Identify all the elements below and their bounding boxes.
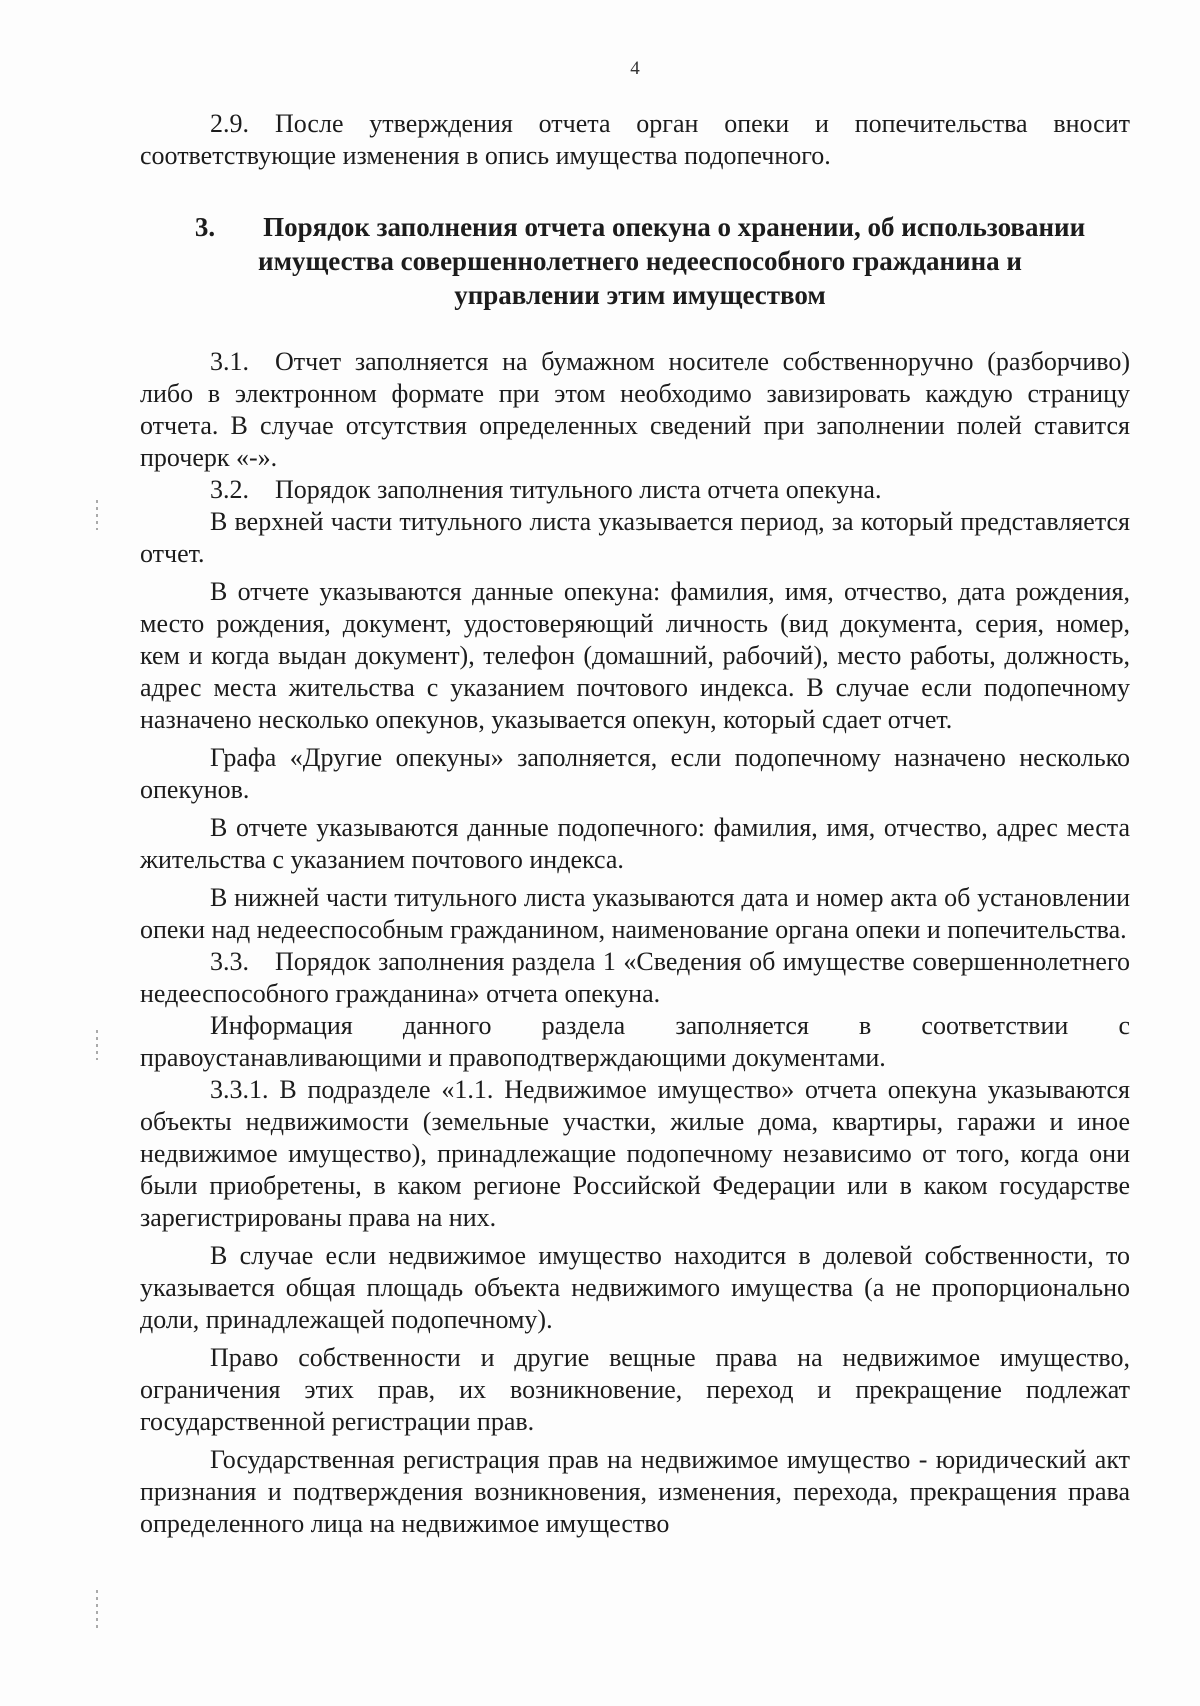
- page-number: 4: [630, 58, 640, 79]
- scan-margin-mark: [96, 500, 98, 530]
- paragraph-2-9: 2.9. После утверждения отчета орган опеки и попечительства вносит соответствующие изменения в опись имущества подопечного.: [140, 109, 1130, 170]
- paragraph-state-registration: Государственная регистрация прав на недвижимое имущество - юридический акт признания и подтверждения возникновения, изменения, перехода, прекращения права определенного лица на недвижимое имущество: [140, 1445, 1130, 1538]
- document-body: [140, 108, 1130, 1540]
- scan-margin-mark: [96, 1590, 98, 1630]
- paragraph-section-info: Информация данного раздела заполняется в соответствии с правоустанавливающими и правоподтверждающими документами.: [140, 1011, 1130, 1072]
- paragraph-title-top: В верхней части титульного листа указывается период, за который представляется отчет.: [140, 507, 1130, 568]
- section-title: Порядок заполнения отчета опекуна о хранении, об использовании имущества совершеннолетнего недееспособного гражданина и управлении этим имуществом: [258, 212, 1086, 310]
- section-heading: [140, 210, 1130, 312]
- paragraph-3-3: 3.3. Порядок заполнения раздела 1 «Сведения об имуществе совершеннолетнего недееспособного гражданина» отчета опекуна.: [140, 947, 1130, 1008]
- paragraph-shared-ownership: В случае если недвижимое имущество находится в долевой собственности, то указывается общая площадь объекта недвижимого имущества (а не пропорционально доли, принадлежащей подопечному).: [140, 1241, 1130, 1334]
- paragraph-3-1: 3.1. Отчет заполняется на бумажном носителе собственноручно (разборчиво) либо в электронном формате при этом необходимо завизировать каждую страницу отчета. В случае отсутствия определенных сведений при заполнении полей ставится прочерк «-».: [140, 347, 1130, 472]
- paragraph-property-rights: Право собственности и другие вещные права на недвижимое имущество, ограничения этих прав, их возникновение, переход и прекращение подлежат государственной регистрации прав.: [140, 1343, 1130, 1436]
- scan-margin-mark: [96, 1030, 98, 1060]
- paragraph-guardian-data: В отчете указываются данные опекуна: фамилия, имя, отчество, дата рождения, место рождения, документ, удостоверяющий личность (вид документа, серия, номер, кем и когда выдан документ), телефон (домашний, рабочий), место работы, должность, адрес места жительства с указанием почтового индекса. В случае если подопечному назначено несколько опекунов, указывается опекун, который сдает отчет.: [140, 577, 1130, 734]
- section-number: 3.: [194, 212, 216, 242]
- paragraph-3-3-1: 3.3.1. В подразделе «1.1. Недвижимое имущество» отчета опекуна указываются объекты недвижимости (земельные участки, жилые дома, квартиры, гаражи и иное недвижимое имущество), принадлежащие подопечному независимо от того, когда они были приобретены, в каком регионе Российской Федерации или в каком государстве зарегистрированы права на них.: [140, 1075, 1130, 1232]
- paragraph-title-bottom: В нижней части титульного листа указываются дата и номер акта об установлении опеки над недееспособным гражданином, наименование органа опеки и попечительства.: [140, 883, 1130, 944]
- paragraph-3-2: 3.2. Порядок заполнения титульного листа отчета опекуна.: [210, 475, 882, 504]
- paragraph-ward-data: В отчете указываются данные подопечного: фамилия, имя, отчество, адрес места жительства с указанием почтового индекса.: [140, 813, 1130, 874]
- paragraph-other-guardians: Графа «Другие опекуны» заполняется, если подопечному назначено несколько опекунов.: [140, 743, 1130, 804]
